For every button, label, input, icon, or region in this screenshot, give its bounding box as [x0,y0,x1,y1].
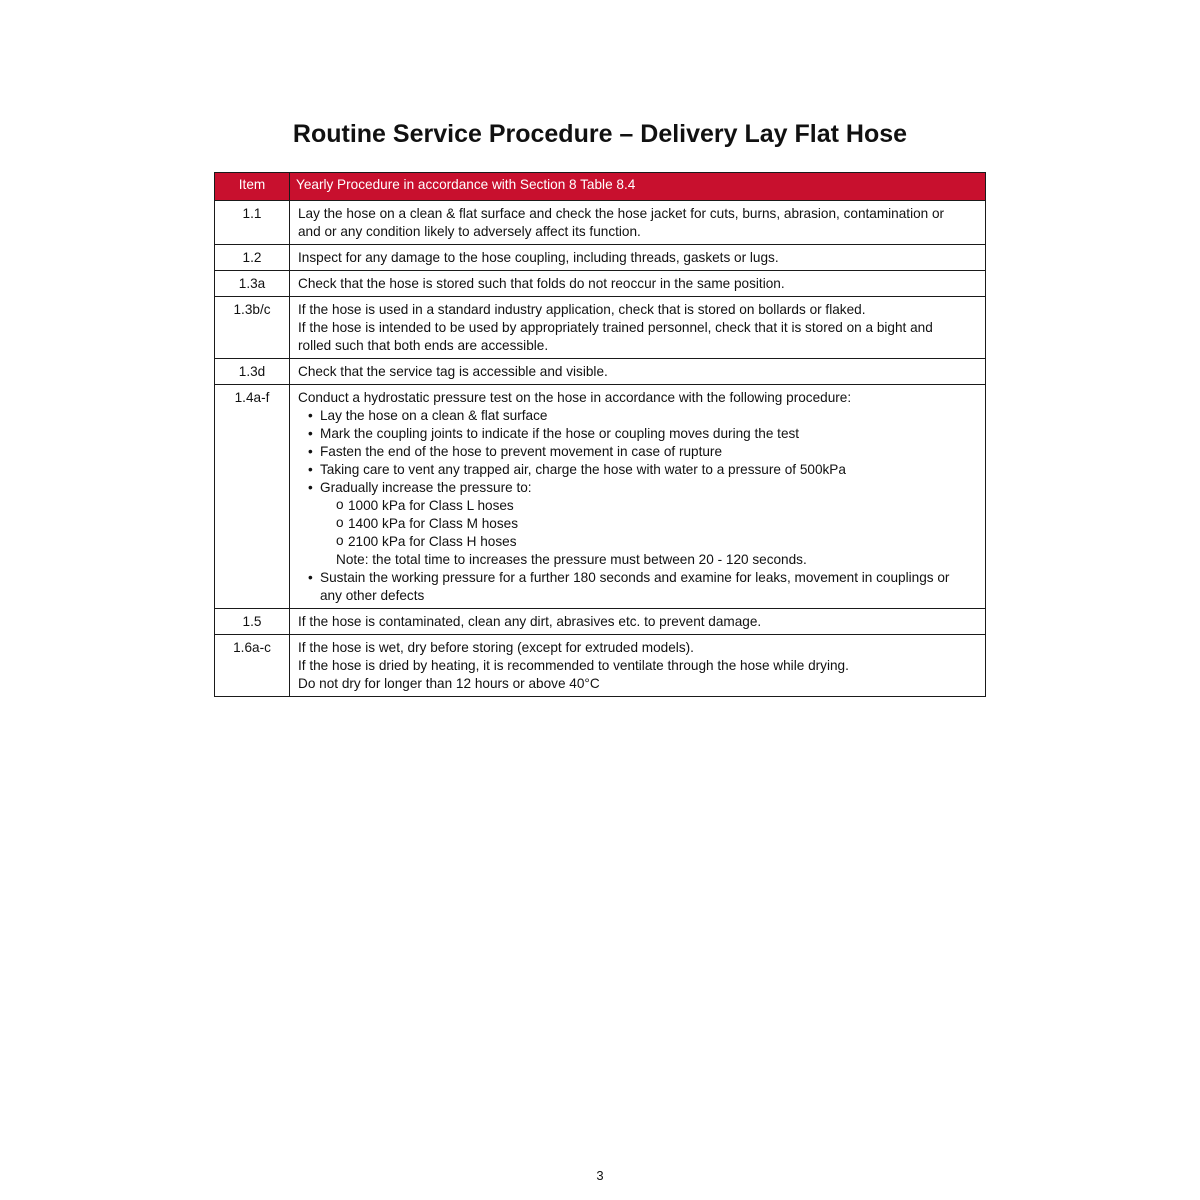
table-row [215,201,986,245]
text-line: rolled such that both ends are accessible. [298,338,549,353]
table-row [215,297,986,359]
text-line: If the hose is dried by heating, it is recommended to ventilate through the hose while drying. [298,658,849,673]
list-item-text: Gradually increase the pressure to: [320,480,532,495]
sub-list-item: o 2100 kPa for Class H hoses [336,533,977,551]
procedure-text [290,245,986,271]
table-row [215,271,986,297]
procedure-text [290,385,986,609]
item-number: 1.3d [215,359,290,385]
text-line: Check that the hose is stored such that folds do not reoccur in the same position. [298,276,785,291]
page-title: Routine Service Procedure – Delivery Lay Flat Hose [292,120,908,148]
list-item: • Lay the hose on a clean & flat surface [308,407,977,425]
table-row [215,359,986,385]
sub-list-item: o 1000 kPa for Class L hoses [336,497,977,515]
note-text: Note: the total time to increases the pressure must between 20 - 120 seconds. [336,552,807,567]
list-item: • Mark the coupling joints to indicate if the hose or coupling moves during the test [308,425,977,443]
item-number: 1.6a-c [215,635,290,697]
item-number: 1.5 [215,609,290,635]
text-line: Check that the service tag is accessible and visible. [298,364,608,379]
column-header-item: Item [215,173,290,201]
table-row [215,245,986,271]
procedure-intro: Conduct a hydrostatic pressure test on the hose in accordance with the following procedure: [298,390,852,405]
table-row [215,609,986,635]
bullet-list [298,407,977,605]
page-number: 3 [596,1168,604,1183]
list-item [308,479,977,569]
procedure-text [290,271,986,297]
table-row [215,635,986,697]
list-item: • Taking care to vent any trapped air, charge the hose with water to a pressure of 500kPa [308,461,977,479]
item-number: 1.2 [215,245,290,271]
text-line: Lay the hose on a clean & flat surface and check the hose jacket for cuts, burns, abrasion, contamination or [298,206,945,221]
text-line: • Sustain the working pressure for a further 180 seconds and examine for leaks, movement in couplings or [320,570,950,585]
procedure-table [214,172,986,697]
item-number: 1.3a [215,271,290,297]
text-line: If the hose is wet, dry before storing (except for extruded models). [298,640,694,655]
column-header-procedure: Yearly Procedure in accordance with Section 8 Table 8.4 [290,173,986,201]
procedure-text [290,201,986,245]
sub-bullet-list [320,497,977,551]
text-line: If the hose is used in a standard industry application, check that is stored on bollards or flaked. [298,302,866,317]
list-item: • Fasten the end of the hose to prevent movement in case of rupture [308,443,977,461]
table-header-row [215,173,986,201]
text-line: and or any condition likely to adversely affect its function. [298,224,641,239]
text-line: Do not dry for longer than 12 hours or above 40°C [298,676,600,691]
procedure-text [290,297,986,359]
item-number: 1.4a-f [215,385,290,609]
sub-list-item: o 1400 kPa for Class M hoses [336,515,977,533]
procedure-text [290,635,986,697]
procedure-text [290,359,986,385]
text-line: any other defects [320,588,425,603]
procedure-text [290,609,986,635]
item-number: 1.3b/c [215,297,290,359]
item-number: 1.1 [215,201,290,245]
text-line: If the hose is intended to be used by appropriately trained personnel, check that it is stored on a bight and [298,320,933,335]
text-line: If the hose is contaminated, clean any dirt, abrasives etc. to prevent damage. [298,614,762,629]
list-item [308,569,977,605]
text-line: Inspect for any damage to the hose coupling, including threads, gaskets or lugs. [298,250,779,265]
table-row [215,385,986,609]
